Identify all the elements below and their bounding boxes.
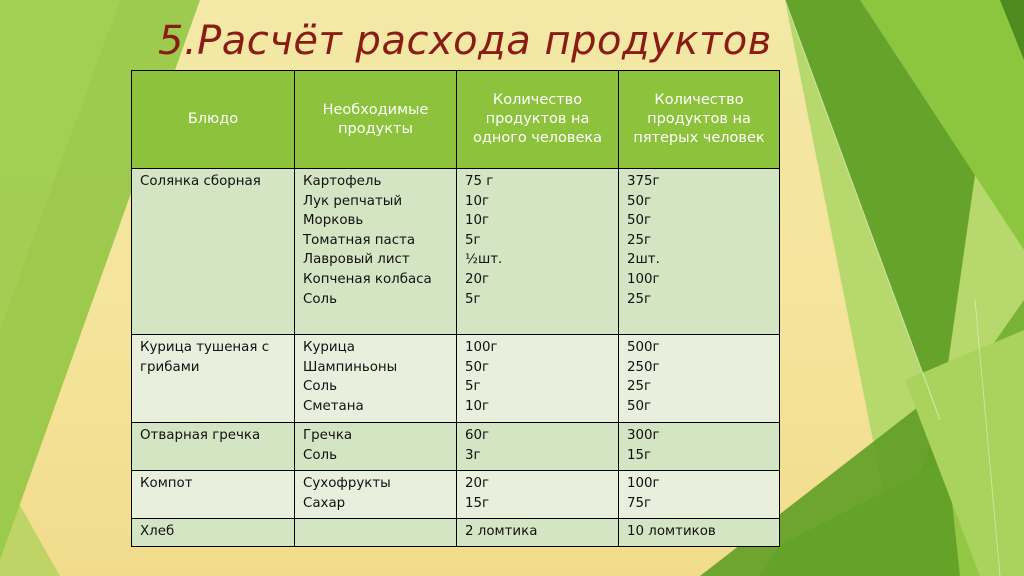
amount-value: 10г: [465, 193, 490, 209]
product-item: Сметана: [303, 398, 364, 414]
table-row: [132, 519, 780, 547]
per-one-cell: [457, 519, 619, 547]
per-one-cell: [457, 471, 619, 519]
dish-name: Курица тушеная с грибами: [140, 340, 270, 375]
amount-value: 250г: [627, 359, 660, 375]
slide-title: 5.Расчёт расхода продуктов: [158, 18, 772, 64]
product-item: Сахар: [303, 495, 346, 511]
amount-value: 20г: [465, 271, 490, 287]
dish-name: Солянка сборная: [140, 174, 261, 189]
per-one-cell: [457, 335, 619, 423]
amount-value: 10г: [465, 398, 490, 414]
amount-value: 5г: [465, 232, 481, 248]
amount-value: 5г: [465, 379, 481, 395]
amount-value: 100г: [465, 340, 498, 355]
amount-value: 300г: [627, 428, 660, 443]
product-item: Лавровый лист: [303, 252, 410, 268]
header-products: Необходимые продукты: [295, 71, 457, 169]
per-one-cell: [457, 169, 619, 335]
dish-cell: [132, 335, 295, 423]
table-row: [132, 169, 780, 335]
product-item: Шампиньоны: [303, 359, 398, 375]
product-item: Соль: [303, 379, 337, 395]
per-five-cell: [619, 519, 780, 547]
amount-value: 5г: [465, 291, 481, 307]
product-item: Морковь: [303, 213, 364, 229]
amount-value: 60г: [465, 428, 490, 443]
dish-cell: [132, 471, 295, 519]
per-one-cell: [457, 423, 619, 471]
dish-cell: [132, 519, 295, 547]
per-five-cell: [619, 423, 780, 471]
amount-value: 50г: [627, 193, 652, 209]
product-item: Гречка: [303, 428, 353, 443]
header-dish: Блюдо: [132, 71, 295, 169]
table-row: [132, 423, 780, 471]
amount-value: 75г: [627, 495, 652, 511]
per-five-cell: [619, 471, 780, 519]
amount-value: 15г: [465, 495, 490, 511]
dish-name: Компот: [140, 476, 193, 491]
header-per-one: Количество продуктов на одного человека: [457, 71, 619, 169]
amount-value: 100г: [627, 271, 660, 287]
products-cell: [295, 471, 457, 519]
dish-name: Хлеб: [140, 524, 175, 539]
dish-name: Отварная гречка: [140, 428, 261, 443]
amount-value: 500г: [627, 340, 660, 355]
amount-value: 2 ломтика: [465, 524, 538, 539]
product-item: Копченая колбаса: [303, 271, 432, 287]
amount-value: 75 г: [465, 174, 494, 189]
products-cell: [295, 519, 457, 547]
header-per-five: Количество продуктов на пятерых человек: [619, 71, 780, 169]
amount-value: 50г: [627, 213, 652, 229]
amount-value: 50г: [465, 359, 490, 375]
products-table: [131, 70, 780, 547]
amount-value: 10 ломтиков: [627, 524, 716, 539]
amount-value: 375г: [627, 174, 660, 189]
product-item: Соль: [303, 447, 337, 463]
amount-value: 20г: [465, 476, 490, 491]
amount-value: 25г: [627, 232, 652, 248]
product-item: Лук репчатый: [303, 193, 403, 209]
table-header-row: [132, 71, 780, 169]
amount-value: 25г: [627, 291, 652, 307]
dish-cell: [132, 423, 295, 471]
product-item: Картофель: [303, 174, 382, 189]
products-cell: [295, 169, 457, 335]
per-five-cell: [619, 335, 780, 423]
amount-value: 15г: [627, 447, 652, 463]
per-five-cell: [619, 169, 780, 335]
amount-value: ½шт.: [465, 252, 503, 268]
amount-value: 2шт.: [627, 252, 660, 268]
product-item: Томатная паста: [303, 232, 416, 248]
dish-cell: [132, 169, 295, 335]
amount-value: 25г: [627, 379, 652, 395]
product-item: Соль: [303, 291, 337, 307]
product-item: Курица: [303, 340, 355, 355]
products-cell: [295, 423, 457, 471]
product-item: Сухофрукты: [303, 476, 391, 491]
table-row: [132, 335, 780, 423]
amount-value: 50г: [627, 398, 652, 414]
amount-value: 3г: [465, 447, 481, 463]
products-cell: [295, 335, 457, 423]
amount-value: 100г: [627, 476, 660, 491]
table-row: [132, 471, 780, 519]
amount-value: 10г: [465, 213, 490, 229]
